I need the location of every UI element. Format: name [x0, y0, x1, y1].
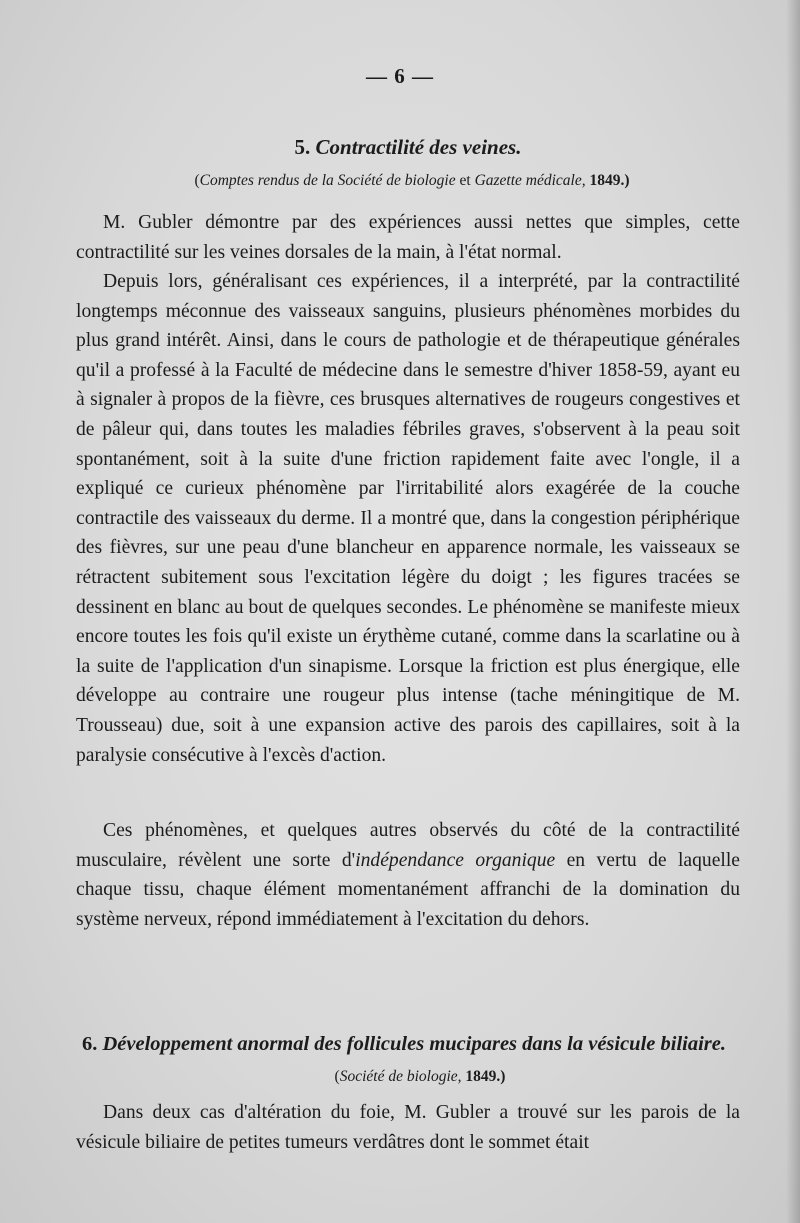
p3-italic-term: indépendance organique — [355, 849, 556, 871]
section-5-paragraph-2: Depuis lors, généralisant ces expériences, il a interprété, par la contractilité longtemps méconnue des vaisseaux sanguins, plusieurs phénomènes morbides du plus grand intérêt. Ainsi, dans le cours de pathologie et de thérapeutique générales qu'il a professé à la Faculté de médecine dans le semestre d'hiver 1858-59, ayant eu à signaler à propos de la fièvre, ces brusques alternatives de rougeurs congestives et de pâleur qui, dans toutes les maladies fébriles graves, s'observent à la peau soit spontanément, soit à la suite d'une friction rapidement faite avec l'ongle, il a expliqué ce curieux phénomène par l'irritabilité alors exagérée de la couche contractile des vaisseaux du derme. Il a montré que, dans la congestion périphérique des fièvres, sur une peau d'une blancheur en apparence normale, les vaisseaux se rétractent subitement sous l'excitation légère du doigt ; les figures tracées se dessinent en blanc au bout de quelques secondes. Le phénomène se manifeste mieux encore toutes les fois qu'il existe un érythème cutané, comme dans la scarlatine ou à la suite de l'application d'un sinapisme. Lorsque la friction est plus énergique, elle développe au contraire une rougeur plus intense (tache méningitique de M. Trousseau) due, soit à une expansion active des parois des capillaires, soit à la paralysie consécutive à l'excès d'action. — [76, 271, 740, 766]
source-5-conjunction: et — [455, 172, 475, 189]
section-5-source — [12, 172, 800, 190]
section-5-paragraph-3 — [76, 816, 740, 934]
section-5-title: Contractilité des veines. — [315, 135, 522, 159]
source-6-journal: Société de biologie, — [339, 1068, 462, 1085]
source-5-journal-2: Gazette médicale, — [474, 172, 586, 189]
page-number: — 6 — — [366, 64, 434, 88]
source-5-journal-1: Comptes rendus de la Société de biologie — [199, 172, 456, 189]
section-5-number: 5. — [294, 135, 311, 159]
section-6-source — [120, 1068, 720, 1086]
source-6-year: 1849.) — [461, 1068, 506, 1085]
source-5-year: 1849.) — [585, 172, 630, 189]
section-6-heading — [4, 1033, 800, 1056]
section-5-heading — [8, 135, 800, 160]
section-6-paragraph-1: Dans deux cas d'altération du foie, M. Gubler a trouvé sur les parois de la vésicule biliaire de petites tumeurs verdâtres dont le sommet était — [76, 1102, 740, 1153]
source-6-open: ( — [334, 1068, 340, 1085]
section-6-number: 6. — [82, 1033, 98, 1055]
section-5-paragraph-1: M. Gubler démontre par des expériences aussi nettes que simples, cette contractilité sur les veines dorsales de la main, à l'état normal. — [76, 212, 740, 263]
p3-text-before: Ces phénomènes, et quelques autres observés du côté de la contractilité musculaire, révèlent une sorte d' — [76, 820, 740, 871]
source-5-open: ( — [194, 172, 200, 189]
p3-text-after: en vertu de laquelle chaque tissu, chaque élément momentanément affranchi de la domination du système nerveux, répond immédiatement à l'excitation du dehors. — [76, 849, 740, 930]
section-6-title: Développement anormal des follicules mucipares dans la vésicule biliaire. — [102, 1033, 726, 1055]
page-edge-shadow — [786, 0, 800, 1223]
